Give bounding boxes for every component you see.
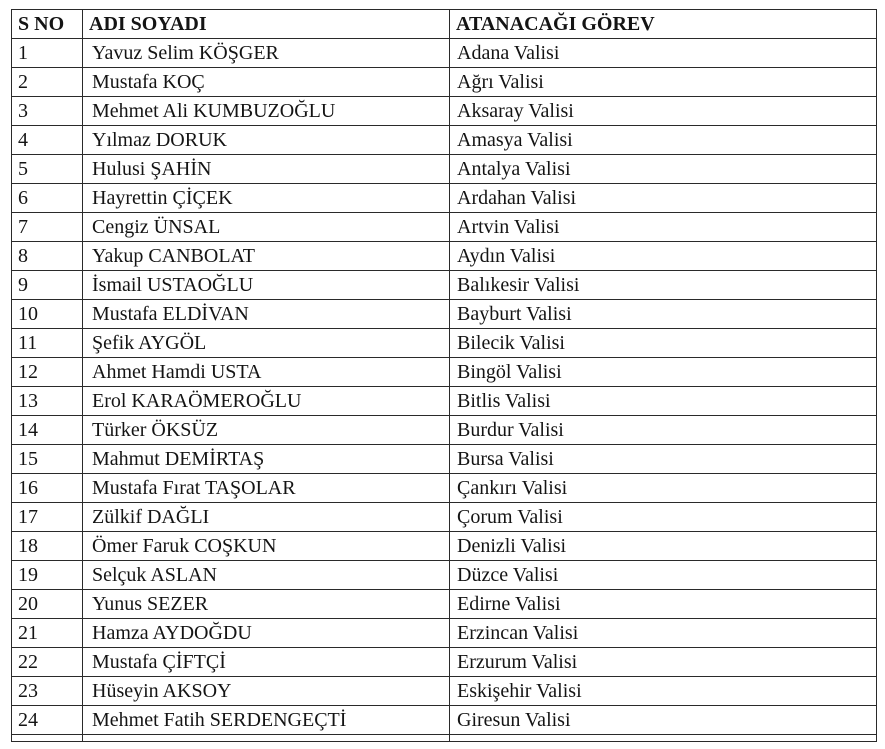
person-name-cell: Yakup CANBOLAT (83, 242, 450, 271)
table-row (12, 68, 877, 97)
row-number-cell: 18 (12, 532, 83, 561)
assigned-duty-cell: Antalya Valisi (450, 155, 877, 184)
person-name-cell: Mahmut DEMİRTAŞ (83, 445, 450, 474)
row-number-cell: 1 (12, 39, 83, 68)
assigned-duty-cell: Erzurum Valisi (450, 648, 877, 677)
assigned-duty-cell: Erzincan Valisi (450, 619, 877, 648)
person-name-cell: Yunus SEZER (83, 590, 450, 619)
table-row (12, 503, 877, 532)
person-name-cell: İsmail USTAOĞLU (83, 271, 450, 300)
person-name-cell: Hayrettin ÇİÇEK (83, 184, 450, 213)
row-number-cell: 24 (12, 706, 83, 735)
table-row (12, 329, 877, 358)
person-name-cell: Ömer Faruk COŞKUN (83, 532, 450, 561)
row-number-cell: 2 (12, 68, 83, 97)
assigned-duty-cell: Ağrı Valisi (450, 68, 877, 97)
row-number-cell: 9 (12, 271, 83, 300)
table-row (12, 271, 877, 300)
assigned-duty-cell: Balıkesir Valisi (450, 271, 877, 300)
table-row (12, 590, 877, 619)
row-number-cell: 14 (12, 416, 83, 445)
person-name-cell: Hamza AYDOĞDU (83, 619, 450, 648)
person-name-cell: Yılmaz DORUK (83, 126, 450, 155)
document-sheet (11, 9, 876, 742)
table-row (12, 155, 877, 184)
table-row-cropped (12, 735, 877, 742)
row-number-cell: 3 (12, 97, 83, 126)
table-row (12, 706, 877, 735)
row-number-cell: 8 (12, 242, 83, 271)
table-row (12, 39, 877, 68)
table-row (12, 619, 877, 648)
assigned-duty-cell: Aydın Valisi (450, 242, 877, 271)
person-name-cell: Cengiz ÜNSAL (83, 213, 450, 242)
assigned-duty-cell: Ardahan Valisi (450, 184, 877, 213)
row-number-cell: 15 (12, 445, 83, 474)
table-row (12, 242, 877, 271)
header-name: ADI SOYADI (83, 10, 450, 39)
row-number-cell: 19 (12, 561, 83, 590)
person-name-cell: Ahmet Hamdi USTA (83, 358, 450, 387)
row-number-cell: 6 (12, 184, 83, 213)
table-header-row (12, 10, 877, 39)
table-row (12, 561, 877, 590)
person-name-cell: Erol KARAÖMEROĞLU (83, 387, 450, 416)
person-name-cell: Zülkif DAĞLI (83, 503, 450, 532)
assigned-duty-cell: Edirne Valisi (450, 590, 877, 619)
person-name-cell: Hulusi ŞAHİN (83, 155, 450, 184)
table-row (12, 213, 877, 242)
header-duty: ATANACAĞI GÖREV (450, 10, 877, 39)
table-row (12, 126, 877, 155)
table-body (12, 39, 877, 742)
assigned-duty-cell: Burdur Valisi (450, 416, 877, 445)
assigned-duty-cell: Amasya Valisi (450, 126, 877, 155)
row-number-cell: 22 (12, 648, 83, 677)
row-number-cell: 7 (12, 213, 83, 242)
row-number-cell: 20 (12, 590, 83, 619)
assigned-duty-cell: Bitlis Valisi (450, 387, 877, 416)
table-row (12, 387, 877, 416)
row-number-cell: 13 (12, 387, 83, 416)
assigned-duty-cell: Çankırı Valisi (450, 474, 877, 503)
row-number-cell: 23 (12, 677, 83, 706)
assigned-duty-cell: Denizli Valisi (450, 532, 877, 561)
assigned-duty-cell: Aksaray Valisi (450, 97, 877, 126)
table-row (12, 184, 877, 213)
assigned-duty-cell: Adana Valisi (450, 39, 877, 68)
person-name-cell: Yavuz Selim KÖŞGER (83, 39, 450, 68)
person-name-cell: Mustafa ELDİVAN (83, 300, 450, 329)
person-name-cell: Mehmet Ali KUMBUZOĞLU (83, 97, 450, 126)
assigned-duty-cell: Bayburt Valisi (450, 300, 877, 329)
assigned-duty-cell: Artvin Valisi (450, 213, 877, 242)
row-number-cell: 12 (12, 358, 83, 387)
governor-appointments-table (11, 9, 877, 742)
person-name-cell: Mustafa Fırat TAŞOLAR (83, 474, 450, 503)
row-number-cell: 11 (12, 329, 83, 358)
assigned-duty-cell: Düzce Valisi (450, 561, 877, 590)
cropped-cell (450, 735, 877, 742)
assigned-duty-cell: Çorum Valisi (450, 503, 877, 532)
row-number-cell: 4 (12, 126, 83, 155)
table-row (12, 445, 877, 474)
person-name-cell: Türker ÖKSÜZ (83, 416, 450, 445)
cropped-cell (83, 735, 450, 742)
person-name-cell: Hüseyin AKSOY (83, 677, 450, 706)
assigned-duty-cell: Giresun Valisi (450, 706, 877, 735)
table-row (12, 648, 877, 677)
table-row (12, 97, 877, 126)
assigned-duty-cell: Eskişehir Valisi (450, 677, 877, 706)
cropped-cell (12, 735, 83, 742)
assigned-duty-cell: Bilecik Valisi (450, 329, 877, 358)
person-name-cell: Mustafa ÇİFTÇİ (83, 648, 450, 677)
table-row (12, 300, 877, 329)
table-row (12, 532, 877, 561)
table-row (12, 677, 877, 706)
table-row (12, 474, 877, 503)
row-number-cell: 5 (12, 155, 83, 184)
assigned-duty-cell: Bursa Valisi (450, 445, 877, 474)
person-name-cell: Şefik AYGÖL (83, 329, 450, 358)
table-row (12, 358, 877, 387)
person-name-cell: Mehmet Fatih SERDENGEÇTİ (83, 706, 450, 735)
row-number-cell: 10 (12, 300, 83, 329)
table-row (12, 416, 877, 445)
person-name-cell: Selçuk ASLAN (83, 561, 450, 590)
person-name-cell: Mustafa KOÇ (83, 68, 450, 97)
row-number-cell: 21 (12, 619, 83, 648)
row-number-cell: 16 (12, 474, 83, 503)
row-number-cell: 17 (12, 503, 83, 532)
assigned-duty-cell: Bingöl Valisi (450, 358, 877, 387)
header-sno: S NO (12, 10, 83, 39)
